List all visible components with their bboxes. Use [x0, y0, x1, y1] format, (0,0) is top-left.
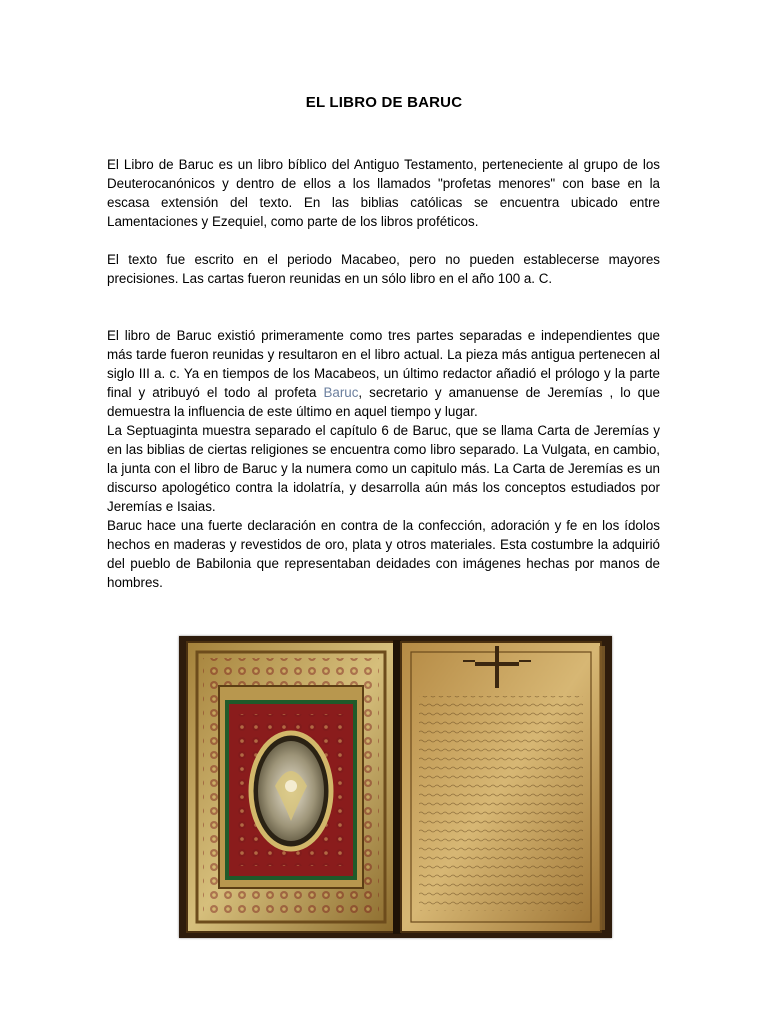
baruc-link[interactable]: Baruc [323, 385, 359, 400]
paragraph-history-text-b: , secretario y amanuense de Jeremías , lo que demuestra la influencia de este último en aquel tiempo y lugar. [107, 385, 660, 419]
page-edges [599, 646, 605, 930]
paragraph-period: El texto fue escrito en el periodo Macabeo, pero no pueden establecerse mayores precisiones. Las cartas fueron reunidas en un sólo libro en el año 100 a. C. [107, 252, 660, 286]
paragraph-idols: Baruc hace una fuerte declaración en contra de la confección, adoración y fe en los ídolos hechos en maderas y revestidos de oro, plata y otros materiales. Esta costumbre la adquirió del pueblo de Babilonia que representaban deidades con imágenes hechas por manos de hombres. [107, 518, 660, 590]
open-bible-image [179, 636, 612, 938]
page-title: EL LIBRO DE BARUC [305, 94, 463, 111]
open-bible-illustration [179, 636, 612, 938]
dove-highlight [285, 780, 297, 792]
paragraph-intro: El Libro de Baruc es un libro bíblico del Antiguo Testamento, perteneciente al grupo de los Deuterocanónicos y dentro de ellos a los llamados "profetas menores" con base en la escasa extensión del texto. En las biblias católicas se encuentra ubicado entre Lamentaciones y Ezequiel, como parte de los libros proféticos. [107, 157, 660, 229]
paragraph-septuagint: La Septuaginta muestra separado el capítulo 6 de Baruc, que se llama Carta de Jeremías y en las biblias de ciertas religiones se encuentra como libro separado. La Vulgata, en cambio, la junta con el libro de Baruc y la numera como un capitulo más. La Carta de Jeremías es un discurso apologético contra la idolatría, y desarrolla aún más los conceptos estudiados por Jeremías e Isaias. [107, 423, 660, 514]
paragraph-history-text-a: El libro de Baruc existió primeramente como tres partes separadas e independientes que más tarde fueron reunidas y resultaron en el libro actual. La pieza más antigua pertenecen al siglo III a. c. Ya en tiempos de los Macabeos, un último redactor añadió el prólogo y la parte final y atribuyó el todo al profeta [107, 328, 660, 400]
page-text-lines [419, 696, 583, 911]
paragraph-history [107, 326, 660, 421]
book-spine [393, 640, 401, 934]
